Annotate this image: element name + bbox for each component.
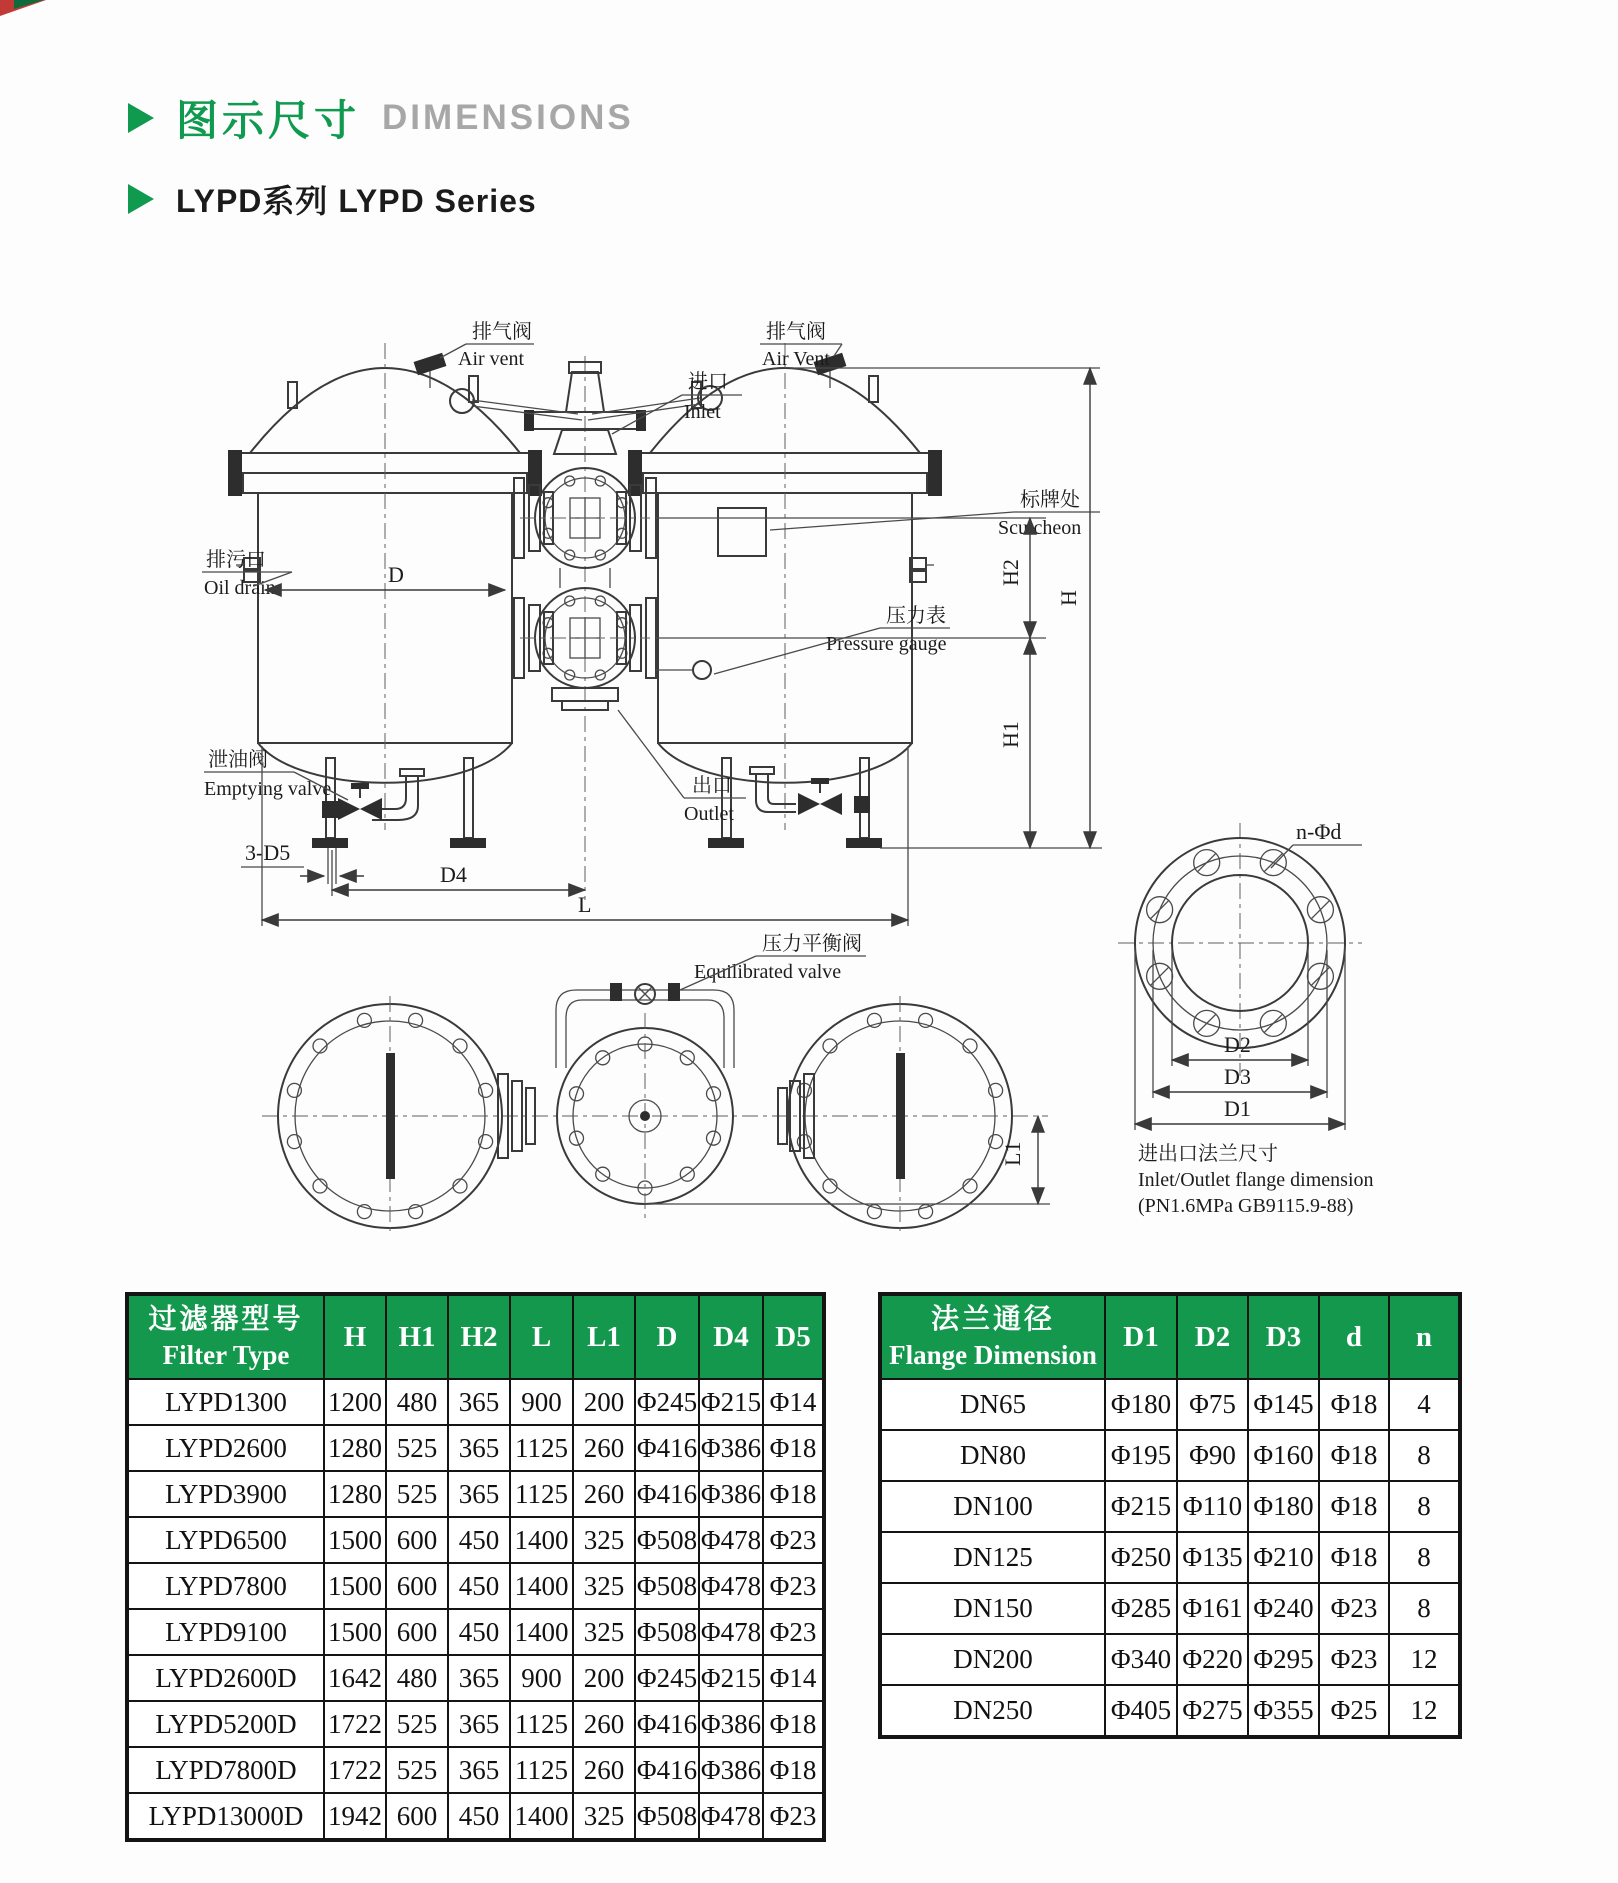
triangle-bullet-icon xyxy=(128,103,154,133)
row-type: LYPD7800D xyxy=(127,1747,324,1793)
cell-value: Φ295 xyxy=(1248,1634,1319,1685)
cell-value: 365 xyxy=(448,1701,510,1747)
cell-value: Φ25 xyxy=(1319,1685,1389,1737)
label-air-vent-left-en: Air vent xyxy=(458,348,525,370)
cell-value: 200 xyxy=(573,1655,635,1701)
cell-value: Φ386 xyxy=(699,1425,763,1471)
cell-value: 525 xyxy=(386,1747,448,1793)
cell-value: 525 xyxy=(386,1471,448,1517)
row-type: LYPD3900 xyxy=(127,1471,324,1517)
bottom-view xyxy=(262,932,1050,1236)
table-row xyxy=(127,1701,824,1747)
row-type: LYPD9100 xyxy=(127,1609,324,1655)
cell-value: Φ18 xyxy=(763,1701,824,1747)
label-air-vent-right-en: Air Vent xyxy=(762,348,830,370)
cell-value: Φ23 xyxy=(1319,1634,1389,1685)
label-outlet-cn: 出口 xyxy=(692,775,732,797)
cell-value: Φ355 xyxy=(1248,1685,1319,1737)
cell-value: Φ508 xyxy=(635,1609,699,1655)
column-header-d1: D1 xyxy=(1105,1294,1177,1379)
cell-value: Φ14 xyxy=(763,1655,824,1701)
label-air-vent-right-cn: 排气阀 xyxy=(766,321,826,343)
label-inlet-cn: 进口 xyxy=(688,371,728,393)
dim-h1: H1 xyxy=(998,721,1023,748)
cell-value: 1280 xyxy=(324,1471,386,1517)
triangle-bullet-icon xyxy=(128,184,154,214)
cell-value: 8 xyxy=(1389,1430,1460,1481)
column-header-l1: L1 xyxy=(573,1294,635,1379)
cell-value: Φ180 xyxy=(1105,1379,1177,1430)
table-row xyxy=(127,1517,824,1563)
cell-value: 4 xyxy=(1389,1379,1460,1430)
cell-value: Φ18 xyxy=(1319,1379,1389,1430)
cell-value: Φ416 xyxy=(635,1425,699,1471)
table-row xyxy=(127,1793,824,1840)
cell-value: 12 xyxy=(1389,1685,1460,1737)
cell-value: Φ23 xyxy=(763,1609,824,1655)
cell-value: 365 xyxy=(448,1379,510,1425)
cell-value: 1280 xyxy=(324,1425,386,1471)
cell-value: 525 xyxy=(386,1425,448,1471)
filter-type-header: 过滤器型号 Filter Type xyxy=(127,1294,324,1379)
cell-value: 600 xyxy=(386,1793,448,1840)
cell-value: 480 xyxy=(386,1379,448,1425)
row-type: DN80 xyxy=(880,1430,1105,1481)
table-row xyxy=(880,1532,1460,1583)
table-row xyxy=(127,1747,824,1793)
row-type: DN250 xyxy=(880,1685,1105,1737)
table-row xyxy=(880,1685,1460,1737)
dim-3d5: 3-D5 xyxy=(245,840,291,865)
dim-d1: D1 xyxy=(1224,1096,1251,1121)
cell-value: Φ75 xyxy=(1177,1379,1248,1430)
cell-value: Φ14 xyxy=(763,1379,824,1425)
cell-value: 12 xyxy=(1389,1634,1460,1685)
label-scutcheon-en: Scutcheon xyxy=(998,517,1082,539)
flange-note-std: (PN1.6MPa GB9115.9-88) xyxy=(1138,1195,1354,1217)
cell-value: 1500 xyxy=(324,1563,386,1609)
filter-table-header-row xyxy=(127,1294,824,1379)
label-equilibrated-valve-cn: 压力平衡阀 xyxy=(762,933,862,955)
cell-value: 450 xyxy=(448,1793,510,1840)
flange-dimension-header: 法兰通径 Flange Dimension xyxy=(880,1294,1105,1379)
row-type: DN200 xyxy=(880,1634,1105,1685)
table-row xyxy=(127,1563,824,1609)
label-oil-drain-en: Oil drain xyxy=(204,577,276,599)
cell-value: 200 xyxy=(573,1379,635,1425)
front-view xyxy=(202,320,1102,926)
cell-value: 8 xyxy=(1389,1481,1460,1532)
page-corner-decoration-green xyxy=(14,0,44,9)
cell-value: 1722 xyxy=(324,1701,386,1747)
cell-value: Φ145 xyxy=(1248,1379,1319,1430)
cell-value: Φ275 xyxy=(1177,1685,1248,1737)
column-header-l: L xyxy=(510,1294,573,1379)
cell-value: Φ340 xyxy=(1105,1634,1177,1685)
cell-value: 365 xyxy=(448,1425,510,1471)
cell-value: Φ416 xyxy=(635,1471,699,1517)
cell-value: 450 xyxy=(448,1517,510,1563)
cell-value: Φ161 xyxy=(1177,1583,1248,1634)
technical-drawing xyxy=(0,238,1618,1284)
cell-value: Φ478 xyxy=(699,1609,763,1655)
dim-d3: D3 xyxy=(1224,1064,1251,1089)
table-row xyxy=(127,1425,824,1471)
section-title-en: DIMENSIONS xyxy=(382,98,634,137)
cell-value: Φ135 xyxy=(1177,1532,1248,1583)
cell-value: Φ180 xyxy=(1248,1481,1319,1532)
cell-value: 325 xyxy=(573,1563,635,1609)
row-type: DN65 xyxy=(880,1379,1105,1430)
cell-value: Φ18 xyxy=(763,1471,824,1517)
section-header-series xyxy=(128,176,537,222)
table-row xyxy=(880,1583,1460,1634)
row-type: LYPD6500 xyxy=(127,1517,324,1563)
dim-d: D xyxy=(388,562,404,587)
label-emptying-valve-cn: 泄油阀 xyxy=(208,749,268,771)
cell-value: Φ478 xyxy=(699,1517,763,1563)
cell-value: 1400 xyxy=(510,1793,573,1840)
dim-d4: D4 xyxy=(440,862,467,887)
table-row xyxy=(127,1655,824,1701)
cell-value: Φ110 xyxy=(1177,1481,1248,1532)
cell-value: 325 xyxy=(573,1793,635,1840)
cell-value: 1125 xyxy=(510,1471,573,1517)
cell-value: Φ18 xyxy=(763,1747,824,1793)
cell-value: Φ478 xyxy=(699,1563,763,1609)
table-row xyxy=(880,1379,1460,1430)
column-header-h: H xyxy=(324,1294,386,1379)
cell-value: Φ478 xyxy=(699,1793,763,1840)
cell-value: 525 xyxy=(386,1701,448,1747)
flange-note-en: Inlet/Outlet flange dimension xyxy=(1138,1169,1374,1191)
column-header-d5: D5 xyxy=(763,1294,824,1379)
cell-value: Φ195 xyxy=(1105,1430,1177,1481)
cell-value: 1125 xyxy=(510,1425,573,1471)
row-type: DN150 xyxy=(880,1583,1105,1634)
cell-value: Φ215 xyxy=(1105,1481,1177,1532)
cell-value: Φ250 xyxy=(1105,1532,1177,1583)
cell-value: 365 xyxy=(448,1471,510,1517)
row-type: DN125 xyxy=(880,1532,1105,1583)
cell-value: Φ386 xyxy=(699,1701,763,1747)
cell-value: 260 xyxy=(573,1425,635,1471)
dim-d2: D2 xyxy=(1224,1032,1251,1057)
row-type: DN100 xyxy=(880,1481,1105,1532)
flange-note-cn: 进出口法兰尺寸 xyxy=(1138,1143,1278,1165)
section-title-cn: 图示尺寸 xyxy=(176,97,361,144)
cell-value: 1125 xyxy=(510,1701,573,1747)
row-type: LYPD1300 xyxy=(127,1379,324,1425)
row-type: LYPD5200D xyxy=(127,1701,324,1747)
cell-value: Φ23 xyxy=(763,1563,824,1609)
label-pressure-gauge-cn: 压力表 xyxy=(886,605,946,627)
table-row xyxy=(127,1609,824,1655)
dim-n-phid: n-Φd xyxy=(1296,819,1342,844)
flange-detail-view xyxy=(1118,819,1374,1217)
cell-value: 260 xyxy=(573,1747,635,1793)
cell-value: 260 xyxy=(573,1701,635,1747)
column-header-d2: D2 xyxy=(1177,1294,1248,1379)
cell-value: Φ240 xyxy=(1248,1583,1319,1634)
cell-value: 1400 xyxy=(510,1609,573,1655)
label-equilibrated-valve-en: Equilibrated valve xyxy=(694,961,842,983)
cell-value: 450 xyxy=(448,1563,510,1609)
cell-value: 600 xyxy=(386,1563,448,1609)
center-valve-assembly xyxy=(450,356,722,900)
flange-dimensions-table xyxy=(878,1292,1462,1739)
cell-value: Φ245 xyxy=(635,1379,699,1425)
column-header-d3: D3 xyxy=(1248,1294,1319,1379)
cell-value: Φ18 xyxy=(763,1425,824,1471)
cell-value: Φ508 xyxy=(635,1793,699,1840)
table-row xyxy=(127,1471,824,1517)
row-type: LYPD7800 xyxy=(127,1563,324,1609)
cell-value: 365 xyxy=(448,1655,510,1701)
cell-value: Φ160 xyxy=(1248,1430,1319,1481)
cell-value: 260 xyxy=(573,1471,635,1517)
cell-value: Φ210 xyxy=(1248,1532,1319,1583)
pressure-gauge-symbol xyxy=(693,661,711,679)
section-header-dimensions xyxy=(128,88,634,148)
cell-value: 1500 xyxy=(324,1517,386,1563)
cell-value: Φ23 xyxy=(1319,1583,1389,1634)
row-type: LYPD2600 xyxy=(127,1425,324,1471)
cell-value: 900 xyxy=(510,1655,573,1701)
table-row xyxy=(127,1379,824,1425)
cell-value: Φ508 xyxy=(635,1517,699,1563)
cell-value: 1125 xyxy=(510,1747,573,1793)
cell-value: 600 xyxy=(386,1517,448,1563)
label-outlet-en: Outlet xyxy=(684,803,734,825)
cell-value: 1722 xyxy=(324,1747,386,1793)
cell-value: 1500 xyxy=(324,1609,386,1655)
dim-l: L xyxy=(578,892,592,917)
column-header-h1: H1 xyxy=(386,1294,448,1379)
cell-value: Φ18 xyxy=(1319,1481,1389,1532)
column-header-h2: H2 xyxy=(448,1294,510,1379)
label-oil-drain-cn: 排污口 xyxy=(206,549,266,571)
cell-value: Φ416 xyxy=(635,1701,699,1747)
label-pressure-gauge-en: Pressure gauge xyxy=(826,633,947,655)
cell-value: 365 xyxy=(448,1747,510,1793)
cell-value: 480 xyxy=(386,1655,448,1701)
label-inlet-en: Inlet xyxy=(684,401,721,423)
cell-value: Φ220 xyxy=(1177,1634,1248,1685)
cell-value: Φ285 xyxy=(1105,1583,1177,1634)
cell-value: Φ90 xyxy=(1177,1430,1248,1481)
label-emptying-valve-en: Emptying valve xyxy=(204,778,332,800)
cell-value: Φ508 xyxy=(635,1563,699,1609)
label-air-vent-left-cn: 排气阀 xyxy=(472,321,532,343)
cell-value: 900 xyxy=(510,1379,573,1425)
dim-h: H xyxy=(1056,590,1081,606)
label-scutcheon-cn: 标牌处 xyxy=(1020,489,1080,511)
cell-value: 8 xyxy=(1389,1532,1460,1583)
column-header-d4: D4 xyxy=(699,1294,763,1379)
cell-value: 325 xyxy=(573,1517,635,1563)
cell-value: 1642 xyxy=(324,1655,386,1701)
cell-value: Φ23 xyxy=(763,1517,824,1563)
cell-value: 1400 xyxy=(510,1563,573,1609)
cell-value: 8 xyxy=(1389,1583,1460,1634)
dim-h2: H2 xyxy=(998,559,1023,586)
column-header-n: n xyxy=(1389,1294,1460,1379)
cell-value: 1942 xyxy=(324,1793,386,1840)
table-row xyxy=(880,1430,1460,1481)
cell-value: Φ245 xyxy=(635,1655,699,1701)
cell-value: 600 xyxy=(386,1609,448,1655)
dim-l1: L1 xyxy=(1000,1141,1025,1166)
cell-value: 1200 xyxy=(324,1379,386,1425)
cell-value: 1400 xyxy=(510,1517,573,1563)
cell-value: 450 xyxy=(448,1609,510,1655)
table-row xyxy=(880,1481,1460,1532)
cell-value: Φ215 xyxy=(699,1655,763,1701)
scutcheon-plate xyxy=(718,508,766,556)
series-title: LYPD系列 LYPD Series xyxy=(176,183,537,219)
cell-value: Φ386 xyxy=(699,1747,763,1793)
cell-value: Φ416 xyxy=(635,1747,699,1793)
cell-value: Φ23 xyxy=(763,1793,824,1840)
cell-value: Φ215 xyxy=(699,1379,763,1425)
table-row xyxy=(880,1634,1460,1685)
cell-value: Φ405 xyxy=(1105,1685,1177,1737)
column-header-d: D xyxy=(635,1294,699,1379)
cell-value: 325 xyxy=(573,1609,635,1655)
row-type: LYPD13000D xyxy=(127,1793,324,1840)
filter-dimensions-table xyxy=(125,1292,826,1842)
cell-value: Φ18 xyxy=(1319,1532,1389,1583)
flange-table-header-row xyxy=(880,1294,1460,1379)
row-type: LYPD2600D xyxy=(127,1655,324,1701)
column-header-d: d xyxy=(1319,1294,1389,1379)
cell-value: Φ386 xyxy=(699,1471,763,1517)
cell-value: Φ18 xyxy=(1319,1430,1389,1481)
